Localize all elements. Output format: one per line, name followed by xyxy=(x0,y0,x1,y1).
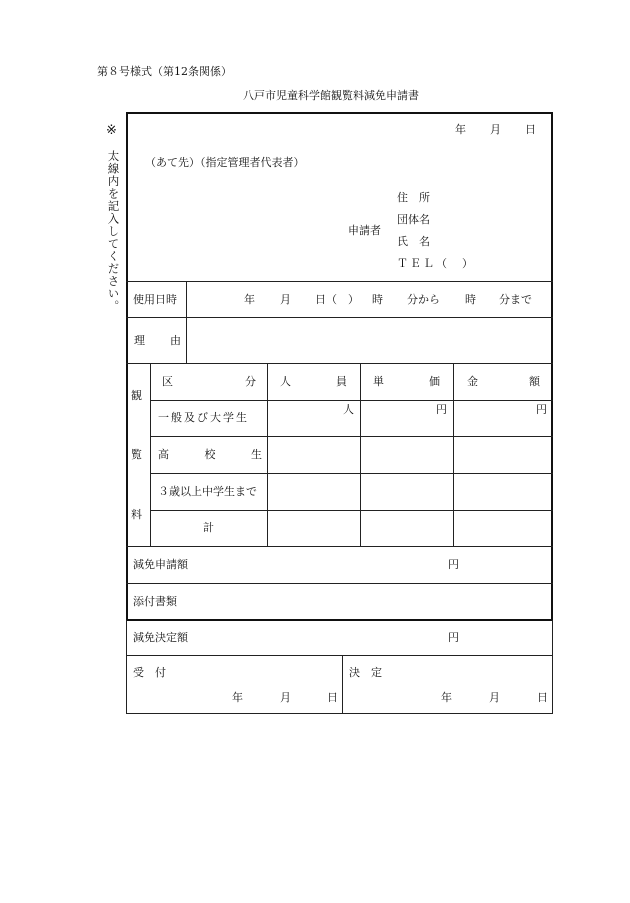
decision-month: 月 xyxy=(489,691,500,704)
header-people: 人 員 xyxy=(280,375,347,388)
tel-label: ＴＥＬ（ ） xyxy=(397,257,475,270)
date-year: 年 xyxy=(455,123,466,136)
usage-month: 月 xyxy=(280,293,291,306)
applicant-label: 申請者 xyxy=(348,224,381,237)
usage-hour-from: 時 xyxy=(372,293,383,306)
usage-day: 日（ ） xyxy=(315,293,359,306)
usage-year: 年 xyxy=(244,293,255,306)
decision-label: 決 定 xyxy=(349,666,382,679)
decision-amount-label: 減免決定額 xyxy=(133,631,188,644)
usage-datetime-label: 使用日時 xyxy=(133,293,177,306)
fee-side-char: 観 xyxy=(131,389,142,402)
note-mark: ※ xyxy=(106,123,117,138)
organization-label: 団体名 xyxy=(397,213,430,226)
form-number: 第８号様式（第12条関係） xyxy=(97,65,232,78)
unit-yen-amount: 円 xyxy=(536,403,547,416)
fee-side-char: 料 xyxy=(131,508,142,521)
row-label-total: 計 xyxy=(203,521,214,534)
unit-people: 人 xyxy=(343,403,354,416)
reason-label-left: 理 xyxy=(134,334,145,347)
date-month: 月 xyxy=(490,123,501,136)
fee-side-char: 覧 xyxy=(131,448,142,461)
usage-minute-from: 分から xyxy=(407,293,440,306)
date-day: 日 xyxy=(525,123,536,136)
reason-label-right: 由 xyxy=(170,334,181,347)
row-label-children: ３歳以上中学生まで xyxy=(158,485,257,498)
receipt-day: 日 xyxy=(327,691,338,704)
side-instruction: 太線内を記入してください。 xyxy=(106,150,121,313)
attachments-label: 添付書類 xyxy=(133,595,177,608)
row-label-highschool: 高 校 生 xyxy=(158,448,262,461)
decision-day: 日 xyxy=(537,691,548,704)
decision-year: 年 xyxy=(441,691,452,704)
reduction-amount-label: 減免申請額 xyxy=(133,558,188,571)
usage-hour-to: 時 xyxy=(465,293,476,306)
name-label: 氏 名 xyxy=(397,235,430,248)
usage-minute-to: 分まで xyxy=(499,293,532,306)
unit-yen-price: 円 xyxy=(436,403,447,416)
receipt-month: 月 xyxy=(280,691,291,704)
addressee: （あて先）（指定管理者代表者） xyxy=(145,156,305,169)
header-unit-price: 単 価 xyxy=(373,375,440,388)
reduction-amount-unit: 円 xyxy=(448,558,459,571)
decision-amount-unit: 円 xyxy=(448,631,459,644)
form-title: 八戸市児童科学館観覧料減免申請書 xyxy=(243,89,419,102)
header-category: 区 分 xyxy=(162,375,256,388)
receipt-year: 年 xyxy=(232,691,243,704)
receipt-label: 受 付 xyxy=(133,666,166,679)
header-amount: 金 額 xyxy=(467,375,540,388)
row-label-general: 一般及び大学生 xyxy=(158,411,249,424)
address-label: 住 所 xyxy=(397,191,430,204)
thick-border-frame xyxy=(126,112,553,621)
